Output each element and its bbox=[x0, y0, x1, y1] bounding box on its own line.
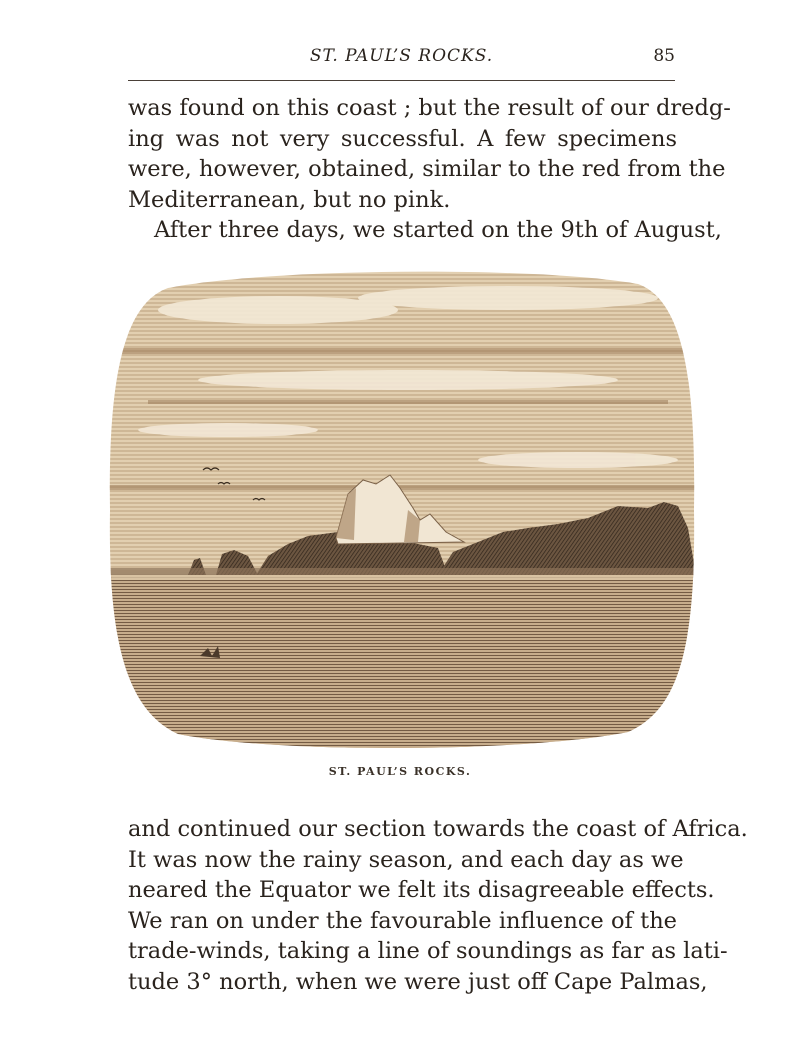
text-line: After three days, we started on the 9th of August, bbox=[154, 217, 722, 243]
header-rule bbox=[128, 80, 675, 81]
engraving-scene bbox=[108, 270, 696, 750]
page-number: 85 bbox=[653, 46, 675, 66]
text-line: were, however, obtained, similar to the red from the bbox=[128, 156, 726, 182]
text-line: Mediterranean, but no pink. bbox=[128, 186, 451, 213]
bottom-paragraph bbox=[128, 814, 748, 997]
engraving-st-pauls-rocks bbox=[108, 270, 696, 750]
illustration-caption: ST. PAUL’S ROCKS. bbox=[328, 765, 472, 778]
top-paragraph bbox=[128, 93, 731, 246]
text-line: It was now the rainy season, and each day as we bbox=[128, 846, 684, 873]
text-line: We ran on under the favourable influence of the bbox=[128, 907, 677, 934]
running-head bbox=[128, 46, 675, 72]
rock-shoreline bbox=[108, 568, 696, 575]
text-line: ing was not very successful. A few specimens bbox=[128, 125, 677, 152]
text-line: tude 3° north, when we were just off Cape Palmas, bbox=[128, 968, 708, 995]
text-line: neared the Equator we felt its disagreeable effects. bbox=[128, 877, 715, 903]
running-title: ST. PAUL’S ROCKS. bbox=[309, 46, 494, 66]
sea bbox=[108, 572, 696, 750]
text-line: trade-winds, taking a line of soundings as far as lati- bbox=[128, 938, 728, 964]
text-line: was found on this coast ; but the result of our dredg- bbox=[128, 95, 731, 121]
text-line: and continued our section towards the coast of Africa. bbox=[128, 816, 748, 842]
